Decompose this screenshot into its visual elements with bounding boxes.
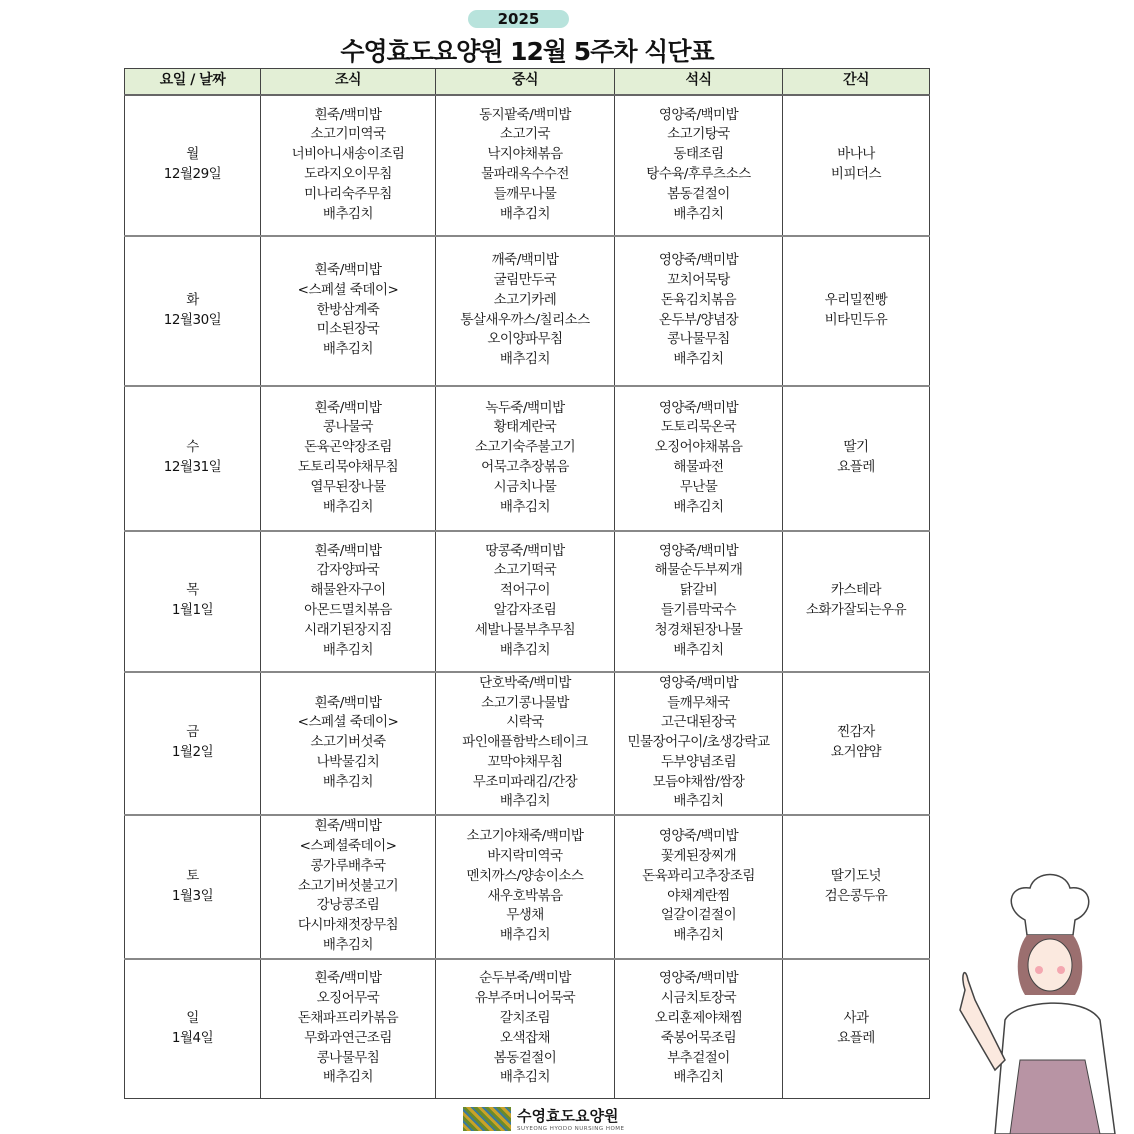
snack-cell: 사과 요플레 — [783, 959, 930, 1099]
lunch-cell: 땅콩죽/백미밥 소고기떡국 적어구이 알감자조림 세발나물부추무침 배추김치 — [436, 531, 615, 672]
lunch-cell: 깨죽/백미밥 굴림만두국 소고기카레 통살새우까스/칠리소스 오이양파무침 배추김치 — [436, 236, 615, 386]
menu-table — [124, 68, 930, 1099]
breakfast-cell: 흰죽/백미밥 <스페셜 죽데이> 소고기버섯죽 나박물김치 배추김치 — [261, 672, 436, 815]
footer-logo — [463, 1105, 625, 1132]
breakfast-cell: 흰죽/백미밥 오징어무국 돈채파프리카볶음 무화과연근조림 콩나물무침 배추김치 — [261, 959, 436, 1099]
date-label: 12월31일 — [163, 459, 222, 475]
year-badge: 2025 — [468, 10, 569, 28]
date-label: 12월30일 — [163, 311, 222, 328]
snack-cell: 카스테라 소화가잘되는우유 — [783, 531, 930, 672]
day-label: 목 — [186, 582, 199, 599]
day-cell — [125, 531, 261, 672]
table-header — [125, 69, 930, 95]
breakfast-cell: 흰죽/백미밥 <스페셜 죽데이> 한방삼계죽 미소된장국 배추김치 — [261, 236, 436, 386]
date-label: 1월1일 — [171, 602, 214, 618]
date-label: 1월4일 — [171, 1029, 214, 1046]
dinner-cell: 영양죽/백미밥 꼬치어묵탕 돈육김치볶음 온두부/양념장 콩나물무침 배추김치 — [615, 236, 783, 386]
day-cell — [125, 672, 261, 815]
snack-cell: 딸기도넛 검은콩두유 — [783, 815, 930, 959]
date-label: 1월2일 — [171, 744, 214, 760]
dinner-cell: 영양죽/백미밥 소고기탕국 동태조림 탕수육/후루츠소스 봄동겉절이 배추김치 — [615, 95, 783, 236]
table-row — [125, 95, 930, 236]
breakfast-cell: 흰죽/백미밥 <스페셜죽데이> 콩가루배추국 소고기버섯불고기 강낭콩조림 다시마채젓장무침 배추김치 — [261, 815, 436, 959]
day-label: 금 — [186, 724, 199, 741]
table-row — [125, 386, 930, 531]
lunch-cell: 동지팥죽/백미밥 소고기국 낙지야채볶음 물파래옥수수전 들깨무나물 배추김치 — [436, 95, 615, 236]
dinner-cell: 영양죽/백미밥 해물순두부찌개 닭갈비 들기름막국수 청경채된장나물 배추김치 — [615, 531, 783, 672]
day-label: 토 — [186, 867, 199, 884]
date-label: 1월3일 — [171, 887, 214, 904]
snack-cell: 찐감자 요거얌얌 — [783, 672, 930, 815]
header-snack: 간식 — [783, 69, 930, 95]
day-label: 화 — [186, 291, 199, 308]
breakfast-cell: 흰죽/백미밥 소고기미역국 너비아니새송이조림 도라지오이무침 미나리숙주무침 배추김치 — [261, 95, 436, 236]
snack-cell: 우리밀찐빵 비타민두유 — [783, 236, 930, 386]
day-label: 월 — [186, 146, 199, 163]
dinner-cell: 영양죽/백미밥 들깨무채국 고근대된장국 민물장어구이/초생강락교 두부양념조림 모듬야채쌈/쌈장 배추김치 — [615, 672, 783, 815]
lunch-cell: 녹두죽/백미밥 황태계란국 소고기숙주불고기 어묵고추장볶음 시금치나물 배추김치 — [436, 386, 615, 531]
day-cell — [125, 236, 261, 386]
dinner-cell: 영양죽/백미밥 도토리묵온국 오징어야채볶음 해물파전 무난물 배추김치 — [615, 386, 783, 531]
day-cell — [125, 959, 261, 1099]
breakfast-cell: 흰죽/백미밥 콩나물국 돈육곤약장조림 도토리묵야채무침 열무된장나물 배추김치 — [261, 386, 436, 531]
logo-name: 수영효도요양원 — [517, 1107, 619, 1125]
day-cell — [125, 95, 261, 236]
header-breakfast: 조식 — [261, 69, 436, 95]
day-label: 수 — [186, 439, 199, 456]
page-title: 수영효도요양원 12월 5주차 식단표 — [340, 37, 714, 66]
day-cell — [125, 386, 261, 531]
header-day: 요일 / 날짜 — [125, 69, 261, 95]
lunch-cell: 순두부죽/백미밥 유부주머니어묵국 갈치조림 오색잡채 봄동겉절이 배추김치 — [436, 959, 615, 1099]
table-row — [125, 815, 930, 959]
table-row — [125, 672, 930, 815]
day-label: 일 — [186, 1009, 199, 1026]
table-row — [125, 959, 930, 1099]
lunch-cell: 소고기야채죽/백미밥 바지락미역국 멘치까스/양송이소스 새우호박볶음 무생채 배추김치 — [436, 815, 615, 959]
breakfast-cell: 흰죽/백미밥 감자양파국 해물완자구이 아몬드멸치볶음 시래기된장지짐 배추김치 — [261, 531, 436, 672]
header-dinner: 석식 — [615, 69, 783, 95]
header-lunch: 중식 — [436, 69, 615, 95]
chef-illustration-icon — [935, 860, 1134, 1134]
day-cell — [125, 815, 261, 959]
table-row — [125, 531, 930, 672]
dinner-cell: 영양죽/백미밥 시금치토장국 오리훈제야채찜 죽봉어묵조림 부추겉절이 배추김치 — [615, 959, 783, 1099]
dinner-cell: 영양죽/백미밥 꽃게된장찌개 돈육꽈리고추장조림 야채계란찜 얼갈이겉절이 배추김치 — [615, 815, 783, 959]
logo-subtitle: SUYEONG HYODO NURSING HOME — [517, 1126, 625, 1132]
snack-cell: 딸기 요플레 — [783, 386, 930, 531]
logo-mark-icon — [463, 1107, 511, 1131]
table-row — [125, 236, 930, 386]
snack-cell: 바나나 비피더스 — [783, 95, 930, 236]
date-label: 12월29일 — [163, 166, 222, 182]
lunch-cell: 단호박죽/백미밥 소고기콩나물밥 시락국 파인애플함박스테이크 꼬막야채무침 무조미파래김/간장 배추김치 — [436, 672, 615, 815]
